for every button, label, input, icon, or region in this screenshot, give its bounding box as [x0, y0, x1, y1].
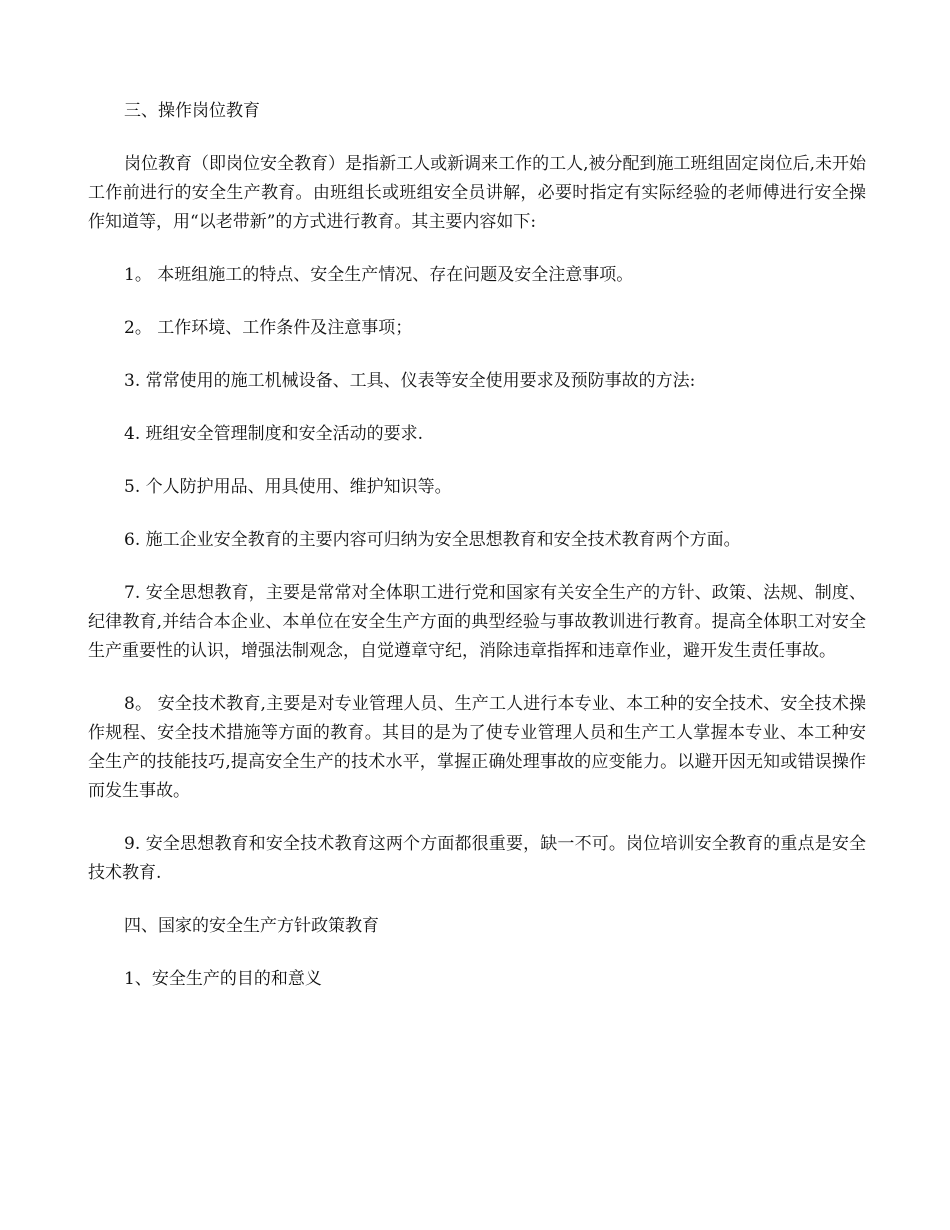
list-item-7: 7. 安全思想教育，主要是常常对全体职工进行党和国家有关安全生产的方针、政策、法规、制度、纪律教育,并结合本企业、本单位在安全生产方面的典型经验与事故教训进行教育。提高全体职工对安全生产重要性的认识，增强法制观念，自觉遵章守纪，消除违章指挥和违章作业，避开发生责任事故。 [88, 583, 866, 661]
section-heading-3: 三、操作岗位教育 [124, 101, 260, 121]
section-heading-4: 四、国家的安全生产方针政策教育 [124, 916, 379, 936]
list-item-9: 9. 安全思想教育和安全技术教育这两个方面都很重要，缺一不可。岗位培训安全教育的重点是安全技术教育. [88, 834, 866, 883]
list-item-2: 2。 工作环境、工作条件及注意事项； [124, 318, 413, 338]
subsection-heading-1: 1、安全生产的目的和意义 [124, 969, 322, 989]
paragraph-intro: 岗位教育（即岗位安全教育）是指新工人或新调来工作的工人,被分配到施工班组固定岗位后,未开始工作前进行的安全生产教育。由班组长或班组安全员讲解，必要时指定有实际经验的老师傅进行安全操作知道等，用“以老带新”的方式进行教育。其主要内容如下: [88, 154, 866, 232]
list-item-1: 1。 本班组施工的特点、安全生产情况、存在问题及安全注意事项。 [124, 265, 634, 285]
list-item-8: 8。 安全技术教育,主要是对专业管理人员、生产工人进行本专业、本工种的安全技术、安全技术操作规程、安全技术措施等方面的教育。其目的是为了使专业管理人员和生产工人掌握本专业、本工种安全生产的技能技巧,提高安全生产的技术水平，掌握正确处理事故的应变能力。以避开因无知或错误操作而发生事故。 [88, 694, 866, 801]
document-body [88, 97, 866, 994]
list-item-6: 6. 施工企业安全教育的主要内容可归纳为安全思想教育和安全技术教育两个方面。 [124, 530, 741, 550]
list-item-5: 5. 个人防护用品、用具使用、维护知识等。 [124, 477, 452, 497]
list-item-3: 3. 常常使用的施工机械设备、工具、仪表等安全使用要求及预防事故的方法: [124, 371, 696, 391]
list-item-4: 4. 班组安全管理制度和安全活动的要求. [124, 424, 424, 444]
